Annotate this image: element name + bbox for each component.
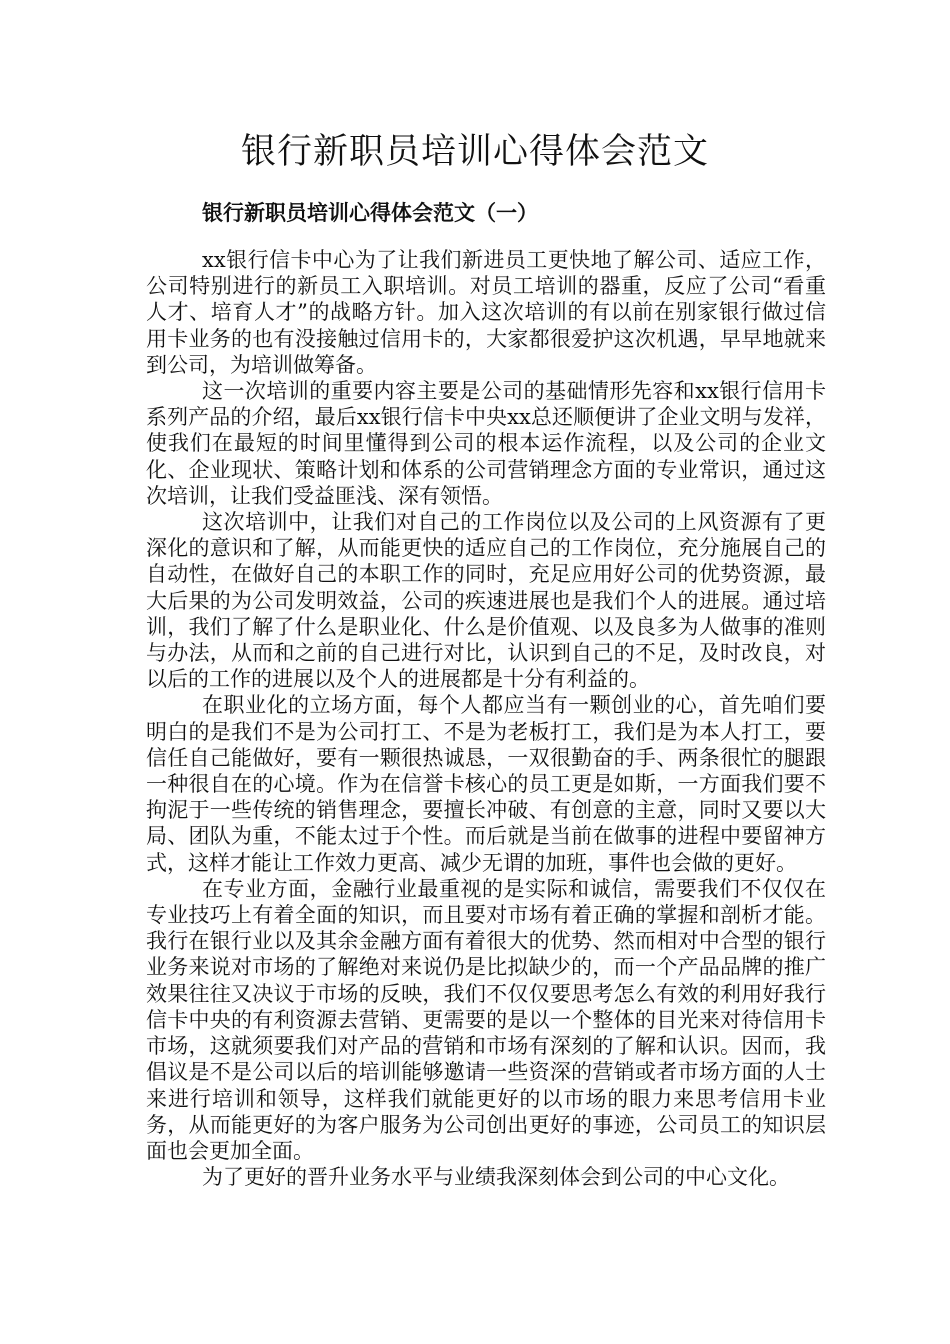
body-paragraph: 这次培训中，让我们对自己的工作岗位以及公司的上风资源有了更深化的意识和了解，从而能更快的适应自己的工作岗位，充分施展自己的自动性，在做好自己的本职工作的同时，充足应用好公司的优势资源，最大后果的为公司发明效益，公司的疾速进展也是我们个人的进展。通过培训，我们了解了什么是职业化、什么是价值观、以及良多为人做事的准则与办法，从而和之前的自己进行对比，认识到自己的不足，及时改良，对以后的工作的进展以及个人的进展都是十分有利益的。 <box>146 510 826 692</box>
document-body <box>146 247 826 1190</box>
document-title: 银行新职员培训心得体会范文 <box>240 132 709 172</box>
body-paragraph: 这一次培训的重要内容主要是公司的基础情形先容和xx银行信用卡系列产品的介绍，最后xx银行信卡中央xx总还顺便讲了企业文明与发祥，使我们在最短的时间里懂得到公司的根本运作流程，以及公司的企业文化、企业现状、策略计划和体系的公司营销理念方面的专业常识，通过这次培训，让我们受益匪浅、深有领悟。 <box>146 379 826 508</box>
body-paragraph: xx银行信卡中心为了让我们新进员工更快地了解公司、适应工作，公司特别进行的新员工入职培训。对员工培训的器重，反应了公司“看重人才、培育人才”的战略方针。加入这次培训的有以前在别家银行做过信用卡业务的也有没接触过信用卡的，大家都很爱护这次机遇，早早地就来到公司，为培训做筹备。 <box>146 248 826 377</box>
document-subtitle: 银行新职员培训心得体会范文（一） <box>202 200 538 225</box>
body-paragraph: 在专业方面，金融行业最重视的是实际和诚信，需要我们不仅仅在专业技巧上有着全面的知识，而且要对市场有着正确的掌握和剖析才能。我行在银行业以及其余金融方面有着很大的优势、然而相对中合型的银行业务来说对市场的了解绝对来说仍是比拟缺少的，而一个产品品牌的推广效果往往又决议于市场的反映，我们不仅仅要思考怎么有效的利用好我行信卡中央的有利资源去营销、更需要的是以一个整体的目光来对待信用卡市场，这就须要我们对产品的营销和市场有深刻的了解和认识。因而，我倡议是不是公司以后的培训能够邀请一些资深的营销或者市场方面的人士来进行培训和领导，这样我们就能更好的以市场的眼力来思考信用卡业务，从而能更好的为客户服务为公司创出更好的事迹，公司员工的知识层面也会更加全面。 <box>146 876 826 1163</box>
body-paragraph: 为了更好的晋升业务水平与业绩我深刻体会到公司的中心文化。 <box>202 1165 790 1190</box>
body-paragraph: 在职业化的立场方面，每个人都应当有一颗创业的心，首先咱们要明白的是我们不是为公司打工、不是为老板打工，我们是为本人打工，要信任自己能做好，要有一颗很热诚恳，一双很勤奋的手、两条很忙的腿跟一种很自在的心境。作为在信誉卡核心的员工更是如斯，一方面我们要不拘泥于一些传统的销售理念，要擅长冲破、有创意的主意，同时又要以大局、团队为重，不能太过于个性。而后就是当前在做事的进程中要留神方式，这样才能让工作效力更高、减少无谓的加班，事件也会做的更好。 <box>146 693 826 875</box>
